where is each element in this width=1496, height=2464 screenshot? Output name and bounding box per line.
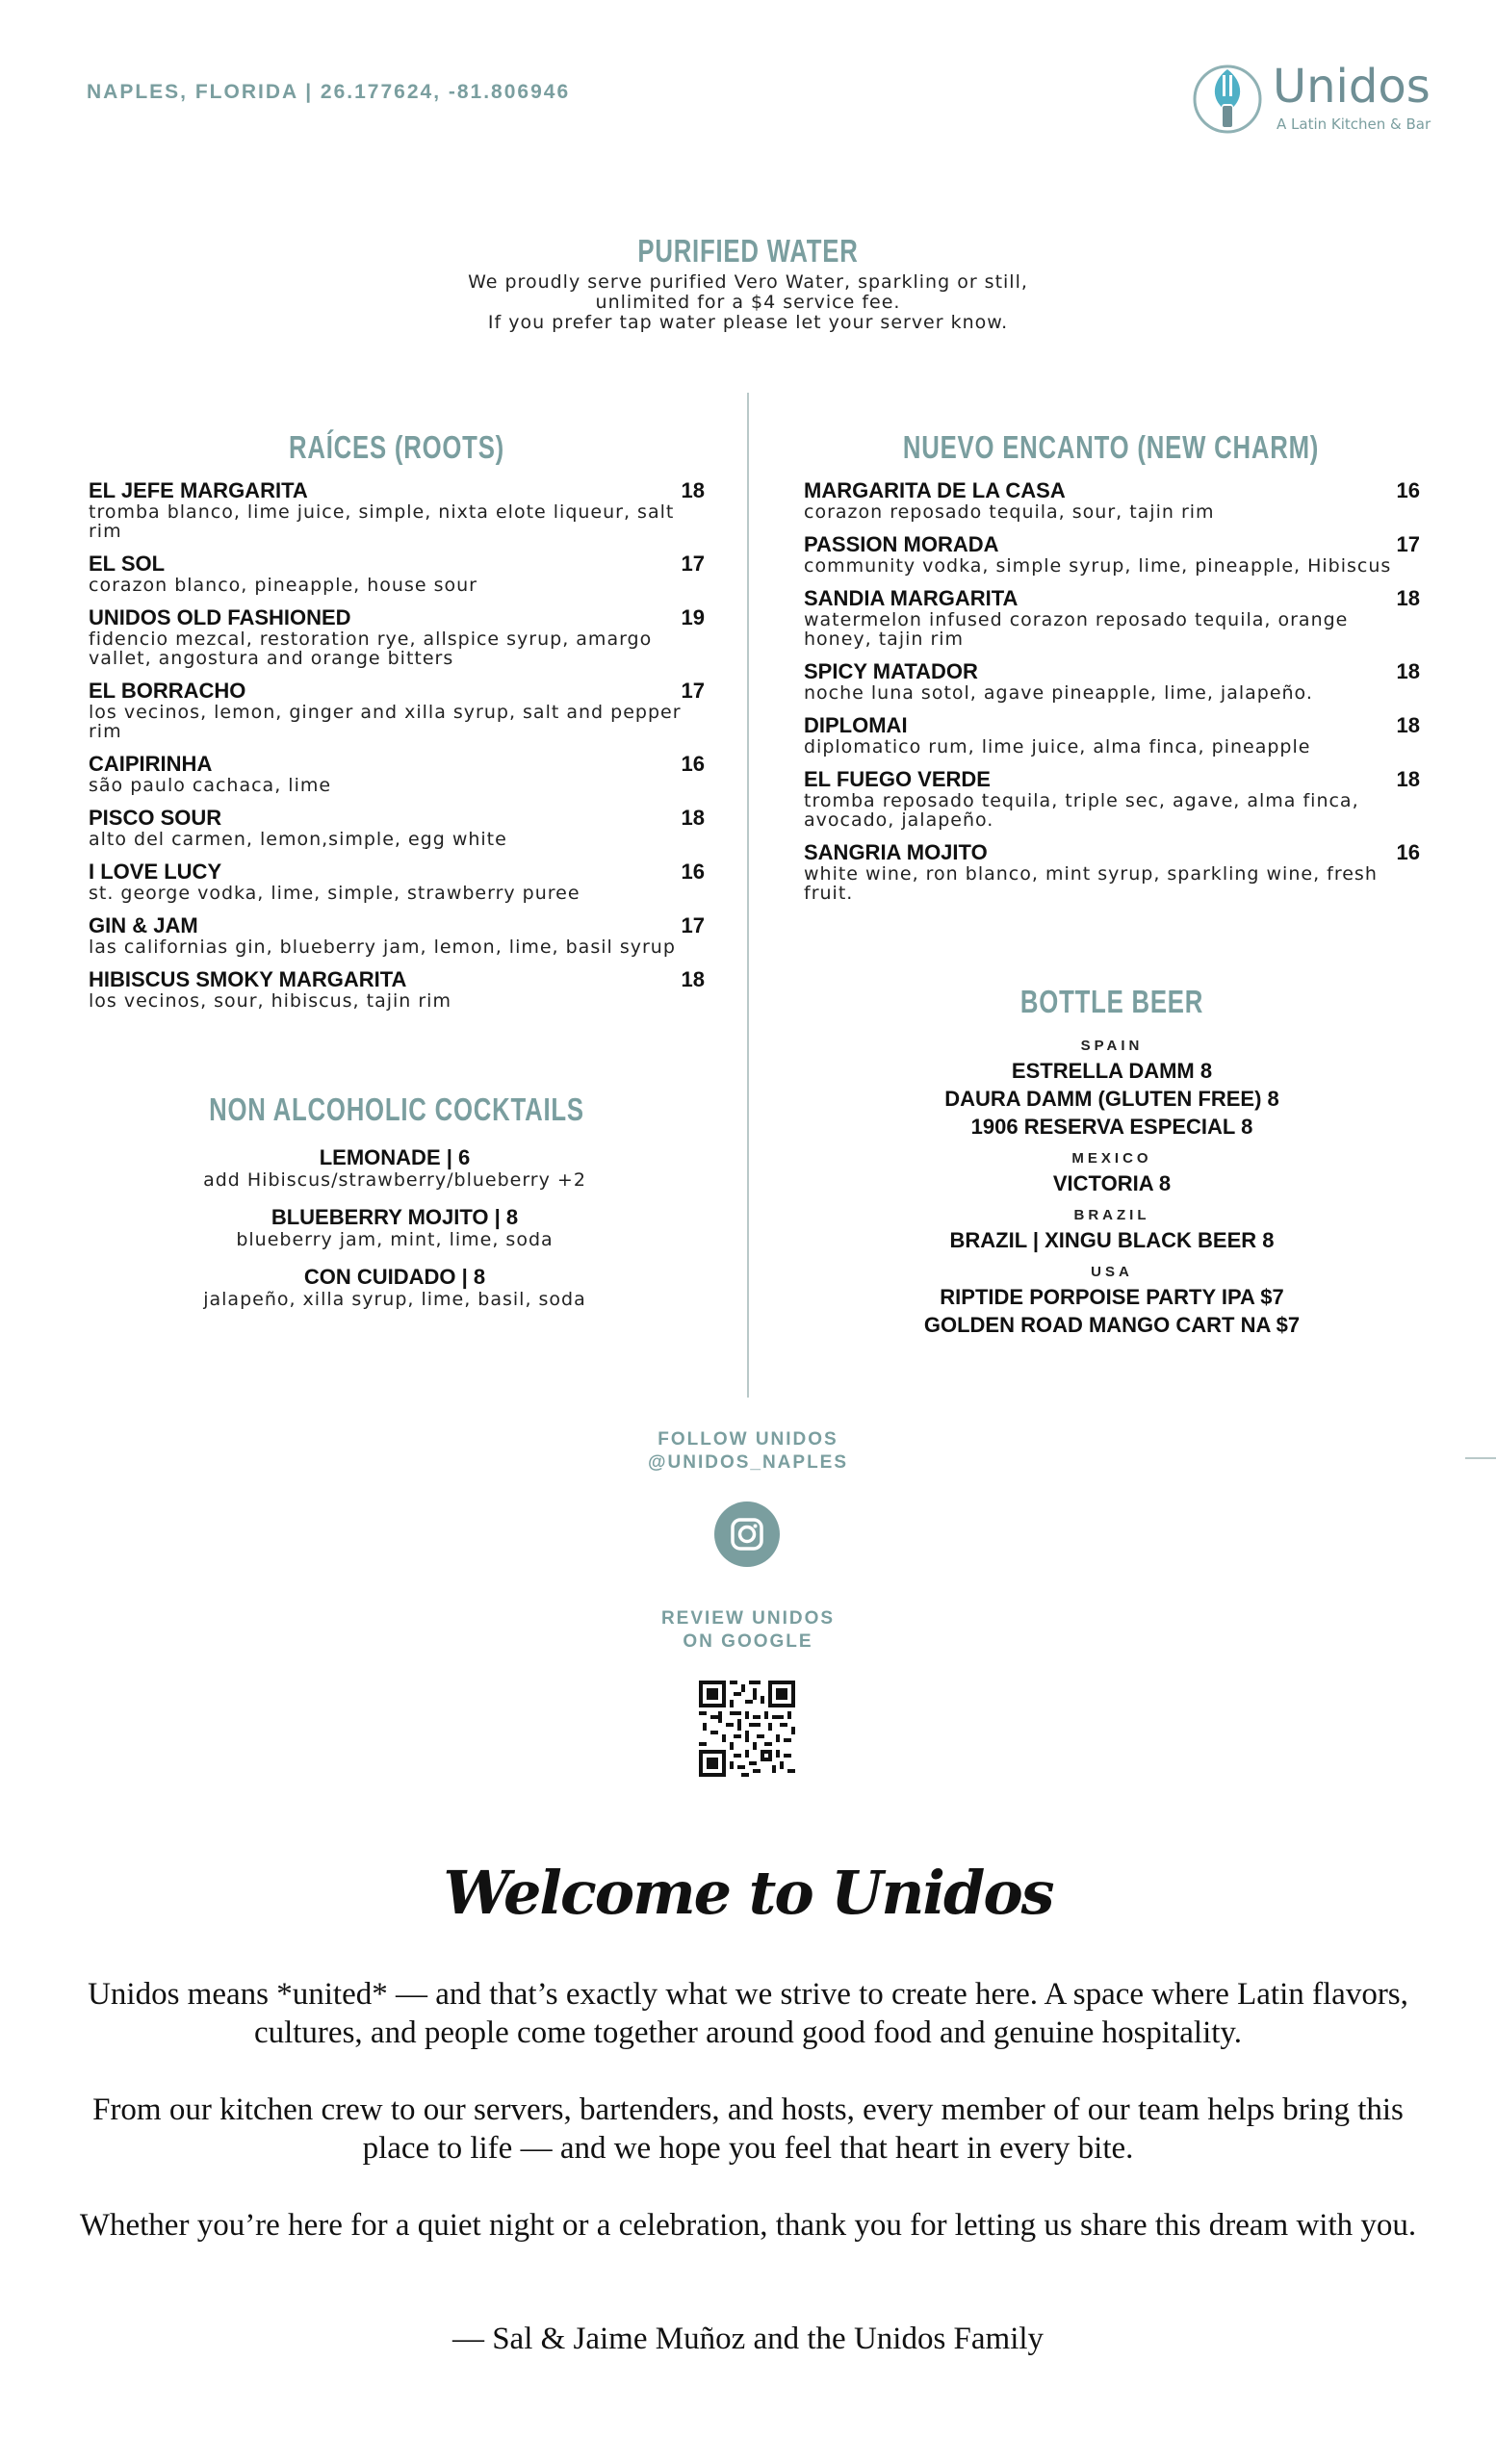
instagram-icon[interactable] [714, 1502, 780, 1567]
beer-item: 1906 RESERVA ESPECIAL 8 [970, 1115, 1253, 1139]
follow-heading [555, 1428, 941, 1475]
drink-item [89, 606, 705, 668]
na-item [144, 1265, 645, 1309]
location-line: NAPLES, FLORIDA | 26.177624, -81.806946 [87, 81, 571, 103]
roots-list [89, 479, 705, 1022]
drink-item [89, 807, 705, 849]
beer-group [847, 1036, 1377, 1141]
na-name: BLUEBERRY MOJITO | 8 [271, 1205, 519, 1229]
water-line: unlimited for a $4 service fee. [595, 292, 901, 313]
column-divider [747, 393, 749, 1398]
drink-item [89, 753, 705, 795]
drink-name: SPICY MATADOR [804, 659, 978, 683]
non-alcoholic-title: NON ALCOHOLIC COCKTAILS [209, 1091, 584, 1127]
beer-item: GOLDEN ROAD MANGO CART NA $7 [923, 1313, 1301, 1337]
roots-title: RAÍCES (ROOTS) [288, 429, 504, 465]
drink-name: DIPLOMAI [804, 713, 908, 737]
drink-name: EL FUEGO VERDE [804, 767, 991, 791]
drink-description: los vecinos, sour, hibiscus, tajin rim [89, 990, 451, 1012]
drink-name: GIN & JAM [89, 913, 198, 937]
drink-description: são paulo cachaca, lime [89, 775, 332, 796]
drink-name: SANGRIA MOJITO [804, 840, 988, 864]
drink-description: alto del carmen, lemon,simple, egg white [89, 829, 507, 850]
non-alcoholic-list [144, 1145, 645, 1324]
beer-item: ESTRELLA DAMM 8 [1011, 1059, 1213, 1083]
drink-price: 16 [1396, 840, 1420, 864]
follow-line: FOLLOW UNIDOS [658, 1429, 838, 1450]
water-title: PURIFIED WATER [637, 233, 859, 269]
drink-name: HIBISCUS SMOKY MARGARITA [89, 967, 407, 991]
drink-name: EL SOL [89, 552, 166, 576]
drink-description: noche luna sotol, agave pineapple, lime, jalapeño. [804, 682, 1313, 704]
drink-price: 18 [681, 806, 705, 830]
drink-description: st. george vodka, lime, simple, strawberry puree [89, 883, 580, 904]
drink-description: las californias gin, blueberry jam, lemon, lime, basil syrup [89, 937, 676, 958]
drink-item [89, 968, 705, 1011]
review-line: REVIEW UNIDOS [660, 1608, 836, 1629]
beer-country: MEXICO [1071, 1150, 1152, 1167]
drink-price: 17 [1396, 532, 1420, 556]
drink-item [804, 479, 1420, 522]
welcome-paragraph: Unidos means *united* — and that’s exactly what we strive to create here. A space where Latin flavors, cultures, and people come together around good food and genuine hospitality. [88, 1977, 1408, 2050]
drink-item [804, 768, 1420, 830]
drink-price: 18 [1396, 659, 1420, 683]
drink-item [89, 914, 705, 957]
welcome-paragraph: From our kitchen crew to our servers, bartenders, and hosts, every member of our team helps bring this place to life — and we hope you feel that heart in every bite. [92, 2092, 1404, 2166]
review-heading [555, 1607, 941, 1654]
qr-code-icon[interactable] [699, 1681, 795, 1777]
drink-price: 18 [681, 478, 705, 502]
drink-item [89, 680, 705, 741]
na-item [144, 1145, 645, 1190]
drink-item [89, 860, 705, 903]
na-name: CON CUIDADO | 8 [303, 1265, 486, 1289]
instagram-handle[interactable]: @UNIDOS_NAPLES [647, 1452, 849, 1473]
drink-name: I LOVE LUCY [89, 860, 222, 884]
beer-country: BRAZIL [1073, 1207, 1150, 1223]
drink-price: 17 [681, 913, 705, 937]
beer-item: BRAZIL | XINGU BLACK BEER 8 [949, 1228, 1275, 1252]
na-item [144, 1205, 645, 1249]
beer-group [847, 1205, 1377, 1254]
logo-tagline: A Latin Kitchen & Bar [1277, 116, 1432, 133]
drink-description: corazon blanco, pineapple, house sour [89, 575, 477, 596]
beer-country: USA [1091, 1264, 1133, 1280]
drink-item [804, 660, 1420, 703]
beer-item: VICTORIA 8 [1052, 1171, 1172, 1195]
review-line: ON GOOGLE [683, 1631, 813, 1652]
drink-price: 16 [681, 752, 705, 776]
drink-price: 18 [1396, 713, 1420, 737]
logo-fork-icon [1190, 62, 1265, 137]
drink-item [89, 552, 705, 595]
drink-name: EL JEFE MARGARITA [89, 478, 308, 502]
na-description: jalapeño, xilla syrup, lime, basil, soda [203, 1289, 586, 1310]
drink-item [804, 714, 1420, 757]
beer-group [847, 1148, 1377, 1197]
drink-description: diplomatico rum, lime juice, alma finca, pineapple [804, 736, 1311, 757]
water-description [385, 272, 1111, 333]
drink-price: 17 [681, 552, 705, 576]
na-description: add Hibiscus/strawberry/blueberry +2 [203, 1169, 586, 1191]
drink-description: corazon reposado tequila, sour, tajin rim [804, 501, 1215, 523]
drink-name: MARGARITA DE LA CASA [804, 478, 1066, 502]
drink-price: 18 [1396, 767, 1420, 791]
drink-price: 17 [681, 679, 705, 703]
unidos-logo [1190, 58, 1469, 142]
drink-description: white wine, ron blanco, mint syrup, sparkling wine, fresh fruit. [804, 863, 1378, 904]
drink-description: watermelon infused corazon reposado tequila, orange honey, tajin rim [804, 609, 1349, 650]
welcome-paragraph: Whether you’re here for a quiet night or a celebration, thank you for letting us share this dream with you. [79, 2208, 1417, 2243]
drink-name: UNIDOS OLD FASHIONED [89, 605, 351, 629]
drink-price: 16 [681, 860, 705, 884]
drink-description: community vodka, simple syrup, lime, pineapple, Hibiscus [804, 555, 1392, 577]
drink-item [804, 841, 1420, 903]
drink-name: EL BORRACHO [89, 679, 246, 703]
na-name: LEMONADE | 6 [319, 1145, 471, 1169]
drink-item [804, 587, 1420, 649]
drink-name: PASSION MORADA [804, 532, 999, 556]
edge-mark [1465, 1457, 1496, 1459]
water-line: We proudly serve purified Vero Water, sparkling or still, [468, 271, 1028, 293]
drink-description: los vecinos, lemon, ginger and xilla syrup, salt and pepper rim [89, 702, 682, 742]
beer-item: DAURA DAMM (GLUTEN FREE) 8 [944, 1087, 1279, 1111]
drink-name: CAIPIRINHA [89, 752, 213, 776]
drink-name: SANDIA MARGARITA [804, 586, 1019, 610]
drink-description: fidencio mezcal, restoration rye, allspice syrup, amargo vallet, angostura and orange bitters [89, 629, 653, 669]
drink-price: 16 [1396, 478, 1420, 502]
beer-list [847, 1036, 1377, 1347]
welcome-title: Welcome to Unidos [443, 1858, 1053, 1928]
drink-item [89, 479, 705, 541]
water-line: If you prefer tap water please let your server know. [487, 312, 1009, 333]
new-charm-title: NUEVO ENCANTO (NEW CHARM) [902, 429, 1320, 465]
logo-name: Unidos [1273, 60, 1431, 114]
drink-price: 18 [681, 967, 705, 991]
beer-title: BOTTLE BEER [1019, 984, 1204, 1019]
drink-description: tromba blanco, lime juice, simple, nixta elote liqueur, salt rim [89, 501, 675, 542]
welcome-signature: — Sal & Jaime Muñoz and the Unidos Family [451, 2322, 1045, 2356]
beer-item: RIPTIDE PORPOISE PARTY IPA $7 [940, 1285, 1284, 1309]
drink-price: 19 [681, 605, 705, 629]
drink-description: tromba reposado tequila, triple sec, agave, alma finca, avocado, jalapeño. [804, 790, 1359, 831]
new-charm-list [804, 479, 1420, 914]
drink-name: PISCO SOUR [89, 806, 222, 830]
beer-group [847, 1262, 1377, 1339]
drink-price: 18 [1396, 586, 1420, 610]
drink-item [804, 533, 1420, 576]
beer-country: SPAIN [1080, 1038, 1144, 1054]
na-description: blueberry jam, mint, lime, soda [236, 1229, 554, 1250]
